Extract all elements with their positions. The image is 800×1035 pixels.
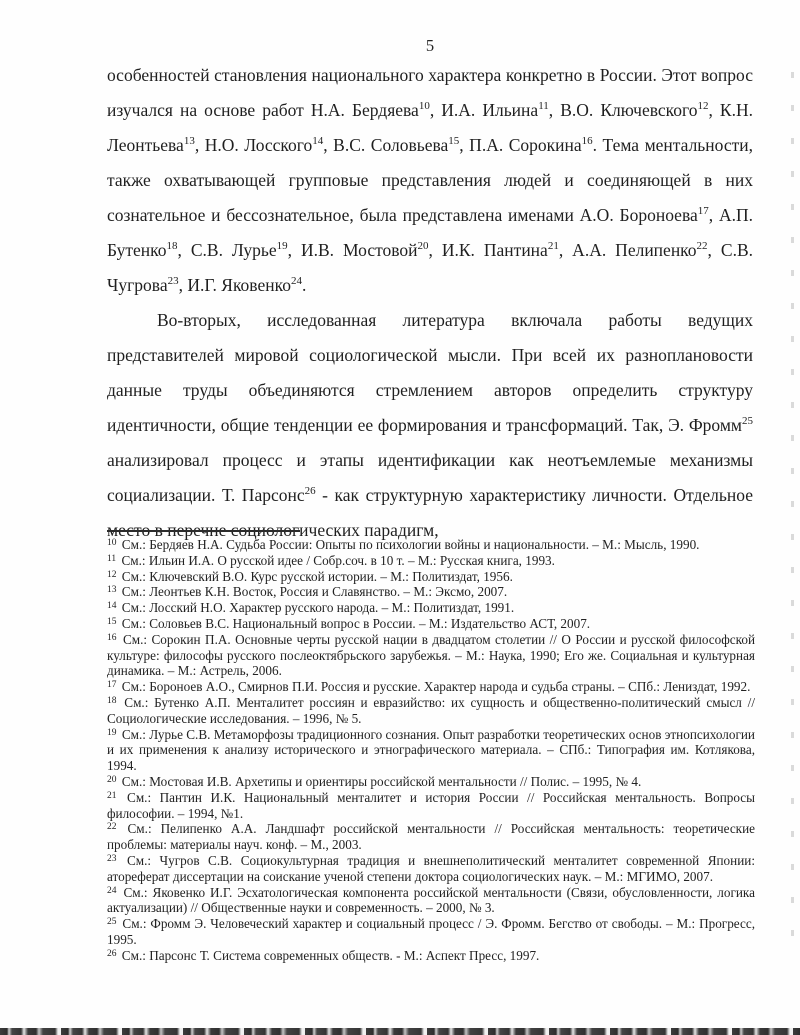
footnote-ref: 10: [418, 100, 430, 112]
footnote-number: 11: [107, 553, 117, 564]
footnote-number: 13: [107, 585, 117, 596]
footnote-item: $^{10}$ См.: Бердяев Н.А. Судьба России: Опыты по психологии войны и национальности. – М.: Мысль, 1990.: [107, 537, 700, 552]
scan-bottom-artifact: [0, 1028, 800, 1035]
footnote-ref: 23: [167, 275, 179, 287]
footnote-item: $^{23}$ См.: Чугров С.В. Социокультурная традиция и внешнеполитический менталитет современной Японии: атореферат диссертации на соискание ученой степени доктора социологических наук. – М.: МГИМО, 2007.: [107, 852, 755, 884]
footnote-ref: 17: [697, 205, 709, 217]
footnote-number: 24: [107, 885, 117, 896]
footnote-item: $^{26}$ См.: Парсонс Т. Система современных обществ. - М.: Аспект Пресс, 1997.: [107, 947, 540, 963]
footnote-item: $^{15}$ См.: Соловьев В.С. Национальный вопрос в России. – М.: Издательство АСТ, 2007.: [107, 615, 591, 631]
footnote-ref: 25: [742, 415, 753, 427]
footnote-item: $^{25}$ См.: Фромм Э. Человеческий характер и социальный процесс / Э. Фромм. Бегство от свободы. – М.: Прогресс, 1995.: [107, 916, 755, 947]
footnote-ref: 11: [538, 100, 549, 112]
footnote-item: $^{22}$ См.: Пелипенко А.А. Ландшафт российской ментальности // Российская ментальность: теоретические проблемы: материалы науч. конф. – М., 2003.: [107, 821, 755, 853]
paragraph: Во-вторых, исследованная литература включала работы ведущих представителей мировой социологической мысли. При всей их разноплановости данные труды объединяются стремлением авторов определить структуру идентичности, общие тенденции ее формирования и трансформаций. Так, Э. Фромм$^{25}$ анализировал процесс и этапы идентификации как неотъемлемые механизмы социализации. Т. Парсонс$^{26}$ - как структурную характеристику личности. Отдельное место в перечне социологических парадигм,: [107, 310, 753, 540]
footnote-number: 20: [107, 774, 117, 785]
footnote-item: $^{21}$ См.: Пантин И.К. Национальный менталитет и история России // Российская ментальность. Вопросы философии. – 1994, №1.: [107, 789, 755, 821]
footnote-item: $^{11}$ См.: Ильин И.А. О русской идее / Собр.соч. в 10 т. – М.: Русская книга, 1993.: [107, 552, 555, 568]
footnote-number: 10: [107, 538, 117, 548]
footnote-ref: 14: [312, 135, 324, 147]
footnote-item: $^{14}$ См.: Лосский Н.О. Характер русского народа. – М.: Политиздат, 1991.: [107, 600, 515, 616]
footnote-ref: 18: [166, 240, 178, 252]
footnote-ref: 19: [276, 240, 288, 252]
scan-edge-artifacts: [791, 72, 794, 957]
footnote-number: 17: [107, 680, 117, 691]
footnote-item: $^{19}$ См.: Лурье С.В. Метаморфозы традиционного сознания. Опыт разработки теоретических основ этнопсихологии и их применения к анализу исторического и этнографического материала. – СПб.: Типография им. Котлякова, 1994.: [107, 726, 755, 774]
footnote-number: 23: [107, 853, 117, 864]
footnote-item: $^{20}$ См.: Мостовая И.В. Архетипы и ориентиры российской ментальности // Полис. – 1995, № 4.: [107, 773, 642, 789]
footnote-number: 15: [107, 616, 117, 627]
footnote-item: $^{24}$ См.: Яковенко И.Г. Эсхатологическая компонента российской ментальности (Связи, обусловленности, логика актуализации) // Общественные науки и современность. – 2000, № 3.: [107, 884, 755, 916]
footnote-number: 22: [107, 822, 117, 833]
footnote-number: 12: [107, 569, 117, 580]
footnote-ref: 21: [547, 240, 559, 252]
footnote-separator: [107, 530, 300, 532]
footnote-number: 16: [107, 632, 117, 643]
footnote-number: 14: [107, 601, 117, 612]
footnote-ref: 13: [183, 135, 195, 147]
footnote-number: 18: [107, 695, 117, 706]
footnote-number: 21: [107, 790, 117, 801]
footnote-item: $^{13}$ См.: Леонтьев К.Н. Восток, Россия и Славянство. – М.: Эксмо, 2007.: [107, 584, 508, 600]
paragraph: особенностей становления национального характера конкретно в России. Этот вопрос изучался на основе работ Н.А. Бердяева$^{10}$, И.А. Ильина$^{11}$, В.О. Ключевского$^{12}$, К.Н. Леонтьева$^{13}$, Н.О. Лосского$^{14}$, В.С. Соловьева$^{15}$, П.А. Сорокина$^{16}$. Тема ментальности, также охватывающей групповые представления людей и соединяющей в них сознательное и бессознательное, была представлена именами А.О. Бороноева$^{17}$, А.П. Бутенко$^{18}$, С.В. Лурье$^{19}$, И.В. Мостовой$^{20}$, И.К. Пантина$^{21}$, А.А. Пелипенко$^{22}$, С.В. Чугрова$^{23}$, И.Г. Яковенко$^{24}$.: [107, 65, 753, 295]
footnotes-list: [107, 537, 755, 964]
footnote-item: $^{17}$ См.: Бороноев А.О., Смирнов П.И. Россия и русские. Характер народа и судьба страны. – СПб.: Лениздат, 1992.: [107, 679, 751, 695]
footnote-item: $^{18}$ См.: Бутенко А.П. Менталитет россиян и евразийство: их сущность и общественно-политический смысл // Социологические исследования. – 1996, № 5.: [107, 694, 755, 726]
footnote-number: 19: [107, 727, 117, 738]
footnote-number: 25: [107, 917, 117, 928]
footnote-ref: 12: [697, 100, 709, 112]
footnote-ref: 20: [417, 240, 429, 252]
footnote-ref: 22: [696, 240, 708, 252]
footnote-ref: 26: [304, 485, 316, 497]
footnote-ref: 24: [290, 275, 302, 287]
body-text: [107, 58, 753, 548]
footnote-number: 26: [107, 948, 117, 959]
footnote-item: $^{16}$ См.: Сорокин П.А. Основные черты русской нации в двадцатом столетии // О России и русской философской культуре: философы русского послеоктябрьского зарубежья. – М.: Наука, 1990; Его же. Социальная и культурная динамика. – М.: Астрель, 2006.: [107, 631, 755, 679]
footnote-ref: 15: [448, 135, 460, 147]
footnote-item: $^{12}$ См.: Ключевский В.О. Курс русской истории. – М.: Политиздат, 1956.: [107, 568, 513, 584]
page-number: 5: [425, 36, 435, 55]
footnote-ref: 16: [581, 135, 593, 147]
